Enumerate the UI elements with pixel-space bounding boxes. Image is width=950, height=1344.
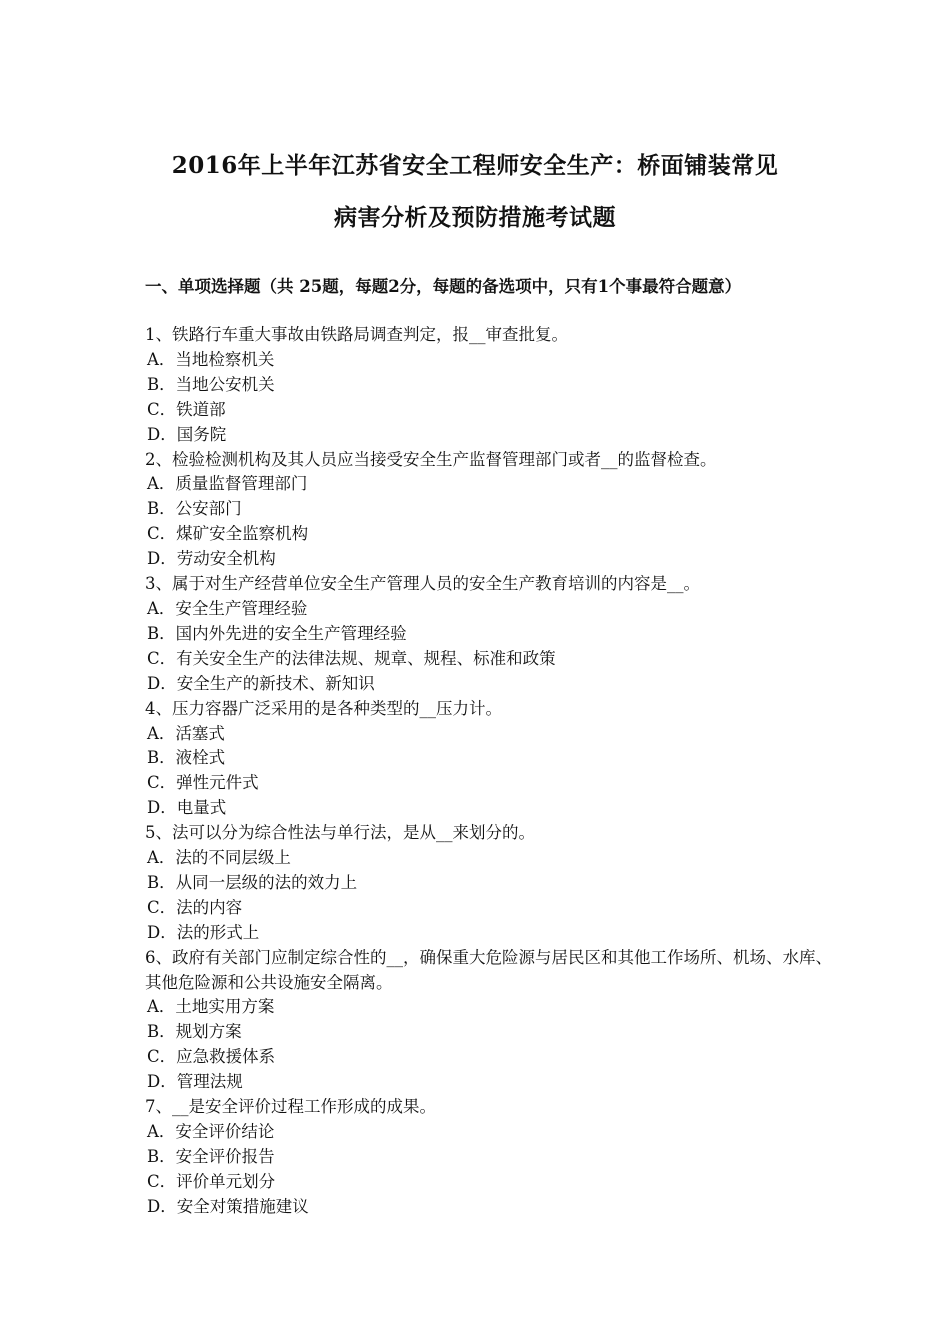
section-header: 一、单项选择题（共 25题，每题2分，每题的备选项中，只有1个事最符合题意） <box>145 277 742 296</box>
option-b: B．当地公安机关 <box>147 374 275 394</box>
question-block <box>145 572 835 697</box>
option-a: A．安全生产管理经验 <box>147 598 308 618</box>
option-c: C．评价单元划分 <box>147 1171 276 1191</box>
question-list <box>145 323 835 1220</box>
option-c: C．应急救援体系 <box>147 1047 276 1067</box>
question-text: 5、法可以分为综合性法与单行法，是从__来划分的。 <box>145 823 535 843</box>
option-d: D．国务院 <box>147 424 227 444</box>
question-block <box>145 448 835 573</box>
question-text: 1、铁路行车重大事故由铁路局调查判定，报__审查批复。 <box>145 325 568 344</box>
option-b: B．从同一层级的法的效力上 <box>147 872 358 892</box>
option-b: B．液栓式 <box>147 748 226 768</box>
option-c: C．煤矿安全监察机构 <box>147 524 309 544</box>
question-block <box>145 946 835 1095</box>
option-a: A．当地检察机关 <box>147 349 275 369</box>
option-d: D．安全生产的新技术、新知识 <box>147 673 375 693</box>
option-c: C．弹性元件式 <box>147 773 259 793</box>
question-text: 4、压力容器广泛采用的是各种类型的__压力计。 <box>145 698 502 718</box>
option-d: D．电量式 <box>147 798 227 818</box>
question-text: 2、检验检测机构及其人员应当接受安全生产监督管理部门或者__的监督检查。 <box>145 449 717 469</box>
option-d: D．法的形式上 <box>147 922 260 942</box>
option-c: C．有关安全生产的法律法规、规章、规程、标准和政策 <box>147 648 556 668</box>
option-a: A．质量监督管理部门 <box>147 474 308 494</box>
option-a: A．安全评价结论 <box>147 1122 275 1141</box>
document-title-line-1: 2016年上半年江苏省安全工程师安全生产：桥面铺装常见 <box>171 152 779 179</box>
question-block <box>145 697 835 822</box>
question-text: 3、属于对生产经营单位安全生产管理人员的安全生产教育培训的内容是__。 <box>145 574 700 594</box>
option-c: C．铁道部 <box>147 399 226 419</box>
question-block <box>145 323 835 448</box>
option-d: D．管理法规 <box>147 1072 243 1092</box>
question-text: 6、政府有关部门应制定综合性的__，确保重大危险源与居民区和其他工作场所、机场、水库、其他危险源和公共设施安全隔离。 <box>145 947 832 992</box>
option-d: D．安全对策措施建议 <box>147 1196 309 1216</box>
option-b: B．国内外先进的安全生产管理经验 <box>147 623 407 643</box>
option-a: A．法的不同层级上 <box>147 848 291 868</box>
option-b: B．公安部门 <box>147 499 242 519</box>
question-block <box>145 821 835 946</box>
option-d: D．劳动安全机构 <box>147 549 276 569</box>
option-b: B．规划方案 <box>147 1022 242 1042</box>
option-a: A．土地实用方案 <box>147 997 275 1017</box>
option-b: B．安全评价报告 <box>147 1146 275 1166</box>
document-title-line-2: 病害分析及预防措施考试题 <box>334 204 616 231</box>
question-text: 7、__是安全评价过程工作形成的成果。 <box>145 1097 436 1117</box>
option-c: C．法的内容 <box>147 897 243 917</box>
option-a: A．活塞式 <box>147 723 225 743</box>
question-block <box>145 1095 835 1220</box>
